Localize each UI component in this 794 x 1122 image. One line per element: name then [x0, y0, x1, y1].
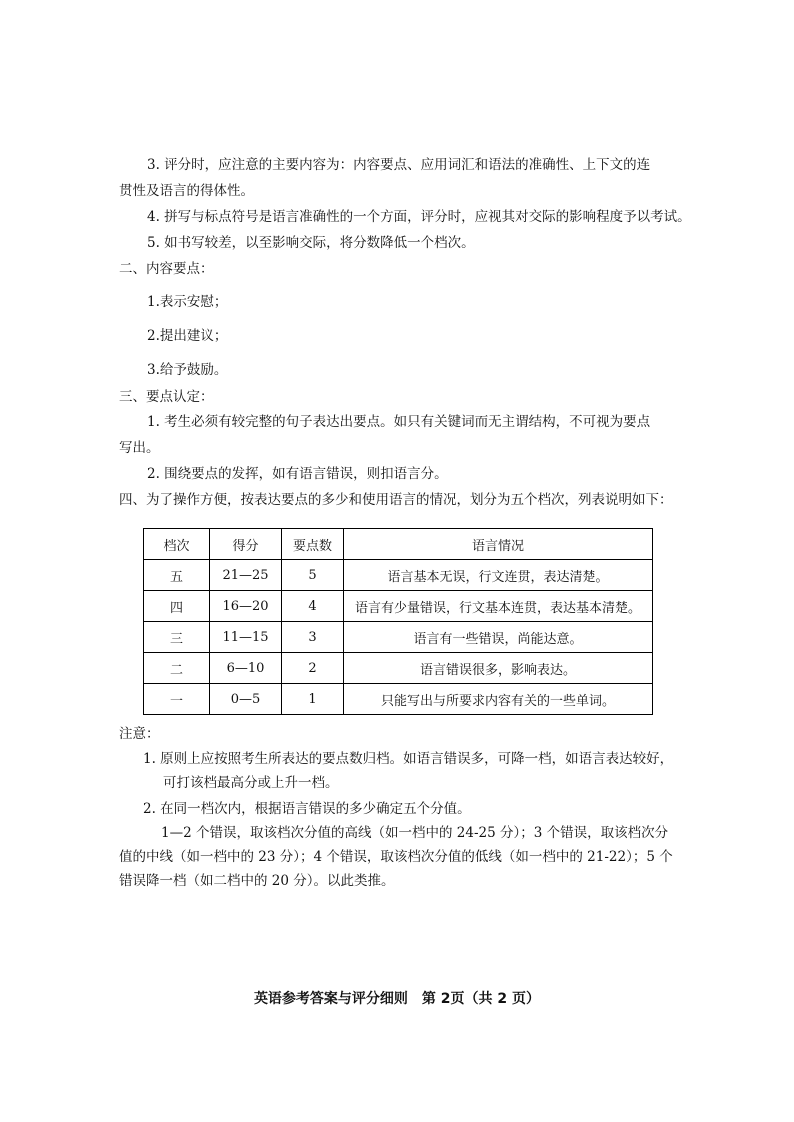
cell-points: 1: [282, 684, 344, 715]
section-3-heading: 三、要点认定：: [119, 389, 214, 405]
rule-3-line2: 贯性及语言的得体性。: [119, 183, 254, 199]
table-row: [144, 591, 653, 622]
header-points: 要点数: [282, 529, 344, 560]
header-score: 得分: [210, 529, 282, 560]
criterion-1-line2: 写出。: [119, 440, 160, 456]
cell-score: 0—5: [210, 684, 282, 715]
cell-level: 二: [144, 653, 210, 684]
section-4-heading: 四、为了操作方便，按表达要点的多少和使用语言的情况，划分为五个档次，列表说明如下：: [119, 492, 673, 508]
content-point-2: 2.提出建议；: [147, 328, 228, 344]
cell-score: 6—10: [210, 653, 282, 684]
table-row: [144, 560, 653, 591]
grading-table: [143, 528, 653, 715]
cell-level: 五: [144, 560, 210, 591]
header-level: 档次: [144, 529, 210, 560]
note-1-line2: 可打该档最高分或上升一档。: [163, 775, 339, 791]
cell-language: 语言有少量错误，行文基本连贯，表达基本清楚。: [344, 591, 653, 622]
cell-language: 语言有一些错误，尚能达意。: [344, 622, 653, 653]
cell-level: 三: [144, 622, 210, 653]
table-row: [144, 684, 653, 715]
page-footer: 英语参考答案与评分细则 第 2页（共 2 页）: [253, 991, 541, 1007]
criterion-1-line1: 1. 考生必须有较完整的句子表达出要点。如只有关键词而无主谓结构，不可视为要点: [147, 414, 651, 430]
rule-3-line1: 3. 评分时，应注意的主要内容为：内容要点、应用词汇和语法的准确性、上下文的连: [147, 157, 651, 173]
cell-language: 只能写出与所要求内容有关的一些单词。: [344, 684, 653, 715]
cell-language: 语言基本无误，行文连贯，表达清楚。: [344, 560, 653, 591]
section-2-heading: 二、内容要点：: [119, 261, 214, 277]
note-2: 2. 在同一档次内，根据语言错误的多少确定五个分值。: [143, 801, 471, 817]
cell-score: 16—20: [210, 591, 282, 622]
content-point-3: 3.给予鼓励。: [147, 362, 228, 378]
cell-points: 4: [282, 591, 344, 622]
content-point-1: 1.表示安慰；: [147, 294, 228, 310]
header-language: 语言情况: [344, 529, 653, 560]
criterion-2: 2. 围绕要点的发挥，如有语言错误，则扣语言分。: [147, 466, 448, 482]
note-1-line1: 1. 原则上应按照考生所表达的要点数归档。如语言错误多，可降一档，如语言表达较好，: [143, 751, 674, 767]
cell-score: 11—15: [210, 622, 282, 653]
cell-level: 四: [144, 591, 210, 622]
cell-points: 3: [282, 622, 344, 653]
cell-points: 5: [282, 560, 344, 591]
cell-points: 2: [282, 653, 344, 684]
cell-level: 一: [144, 684, 210, 715]
note-detail-line3: 错误降一档（如二档中的 20 分）。以此类推。: [119, 873, 395, 889]
note-detail-line2: 值的中线（如一档中的 23 分）；4 个错误，取该档次分值的低线（如一档中的 21-22）；5 个: [119, 849, 673, 865]
rule-5: 5. 如书写较差，以至影响交际，将分数降低一个档次。: [147, 235, 475, 251]
notes-heading: 注意：: [119, 726, 160, 742]
table-row: [144, 622, 653, 653]
table-header-row: [144, 529, 653, 560]
rule-4: 4. 拼写与标点符号是语言准确性的一个方面，评分时，应视其对交际的影响程度予以考试。: [147, 209, 691, 225]
table-row: [144, 653, 653, 684]
cell-language: 语言错误很多，影响表达。: [344, 653, 653, 684]
note-detail-line1: 1—2 个错误，取该档次分值的高线（如一档中的 24-25 分）；3 个错误，取该档次分: [161, 825, 669, 841]
cell-score: 21—25: [210, 560, 282, 591]
